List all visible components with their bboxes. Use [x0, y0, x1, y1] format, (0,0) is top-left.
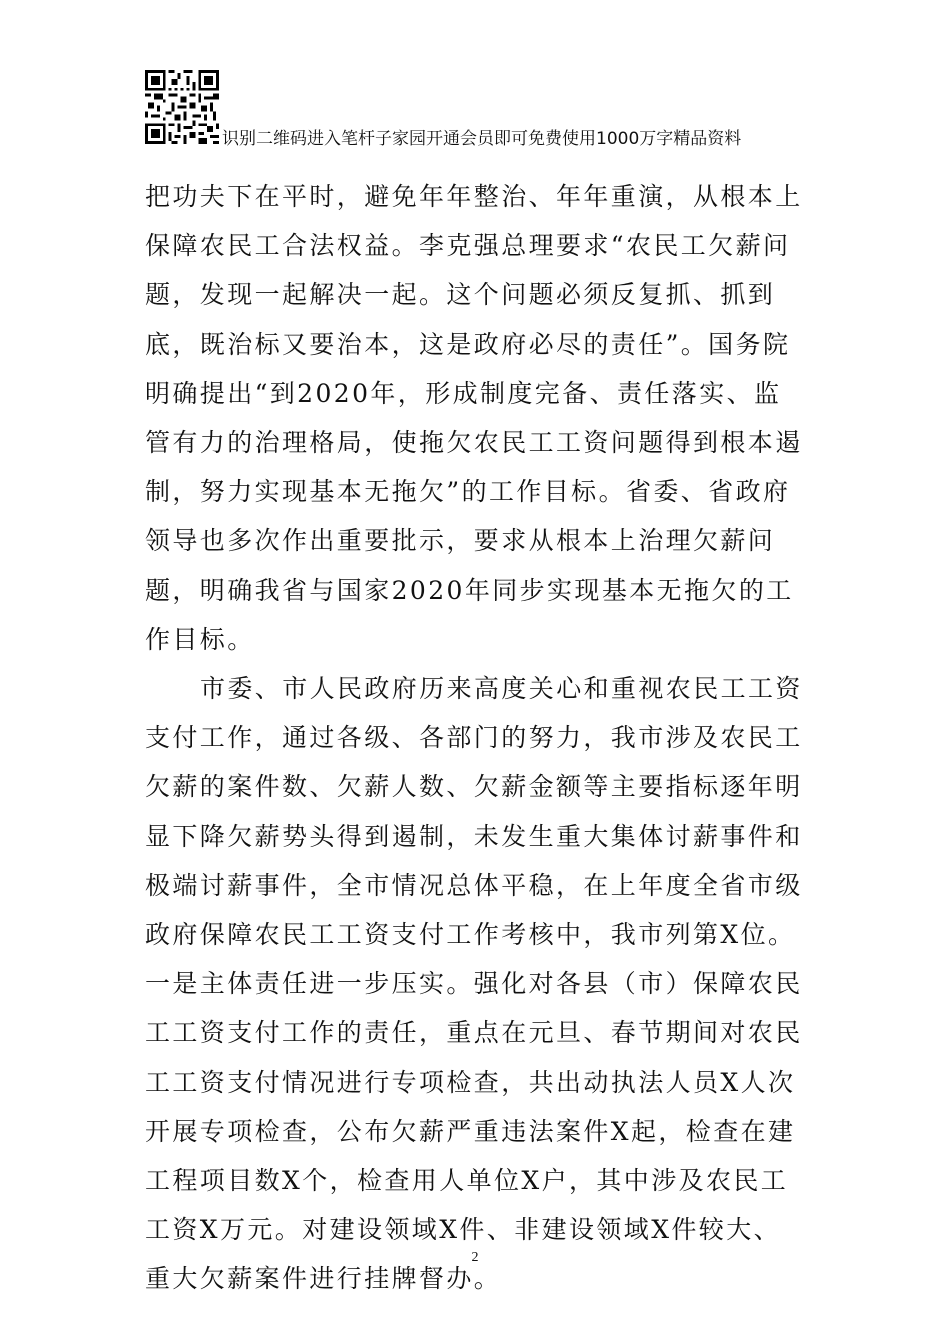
document-body: [145, 172, 805, 1304]
promo-note: 识别二维码进入笔杆子家园开通会员即可免费使用1000万字精品资料: [222, 129, 742, 149]
page-number: 2: [471, 1250, 479, 1265]
paragraph: 市委、市人民政府历来高度关心和重视农民工工资支付工作，通过各级、各部门的努力，我市涉及农民工欠薪的案件数、欠薪人数、欠薪金额等主要指标逐年明显下降欠薪势头得到遏制，未发生重大集体讨薪事件和极端讨薪事件，全市情况总体平稳，在上年度全省市级政府保障农民工工资支付工作考核中，我市列第X位。一是主体责任进一步压实。强化对各县（市）保障农民工工资支付工作的责任，重点在元旦、春节期间对农民工工资支付情况进行专项检查，共出动执法人员X人次开展专项检查，公布欠薪严重违法案件X起，检查在建工程项目数X个，检查用人单位X户，其中涉及农民工工资X万元。对建设领域X件、非建设领域X件较大、重大欠薪案件进行挂牌督办。: [145, 674, 803, 1294]
paragraph: 把功夫下在平时，避免年年整治、年年重演，从根本上保障农民工合法权益。李克强总理要求“农民工欠薪问题，发现一起解决一起。这个问题必须反复抓、抓到底，既治标又要治本，这是政府必尽的责任”。国务院明确提出“到2020年，形成制度完备、责任落实、监管有力的治理格局，使拖欠农民工工资问题得到根本遏制，努力实现基本无拖欠”的工作目标。省委、省政府领导也多次作出重要批示，要求从根本上治理欠薪问题，明确我省与国家2020年同步实现基本无拖欠的工作目标。: [145, 182, 803, 654]
qr-code-image: [145, 70, 219, 144]
